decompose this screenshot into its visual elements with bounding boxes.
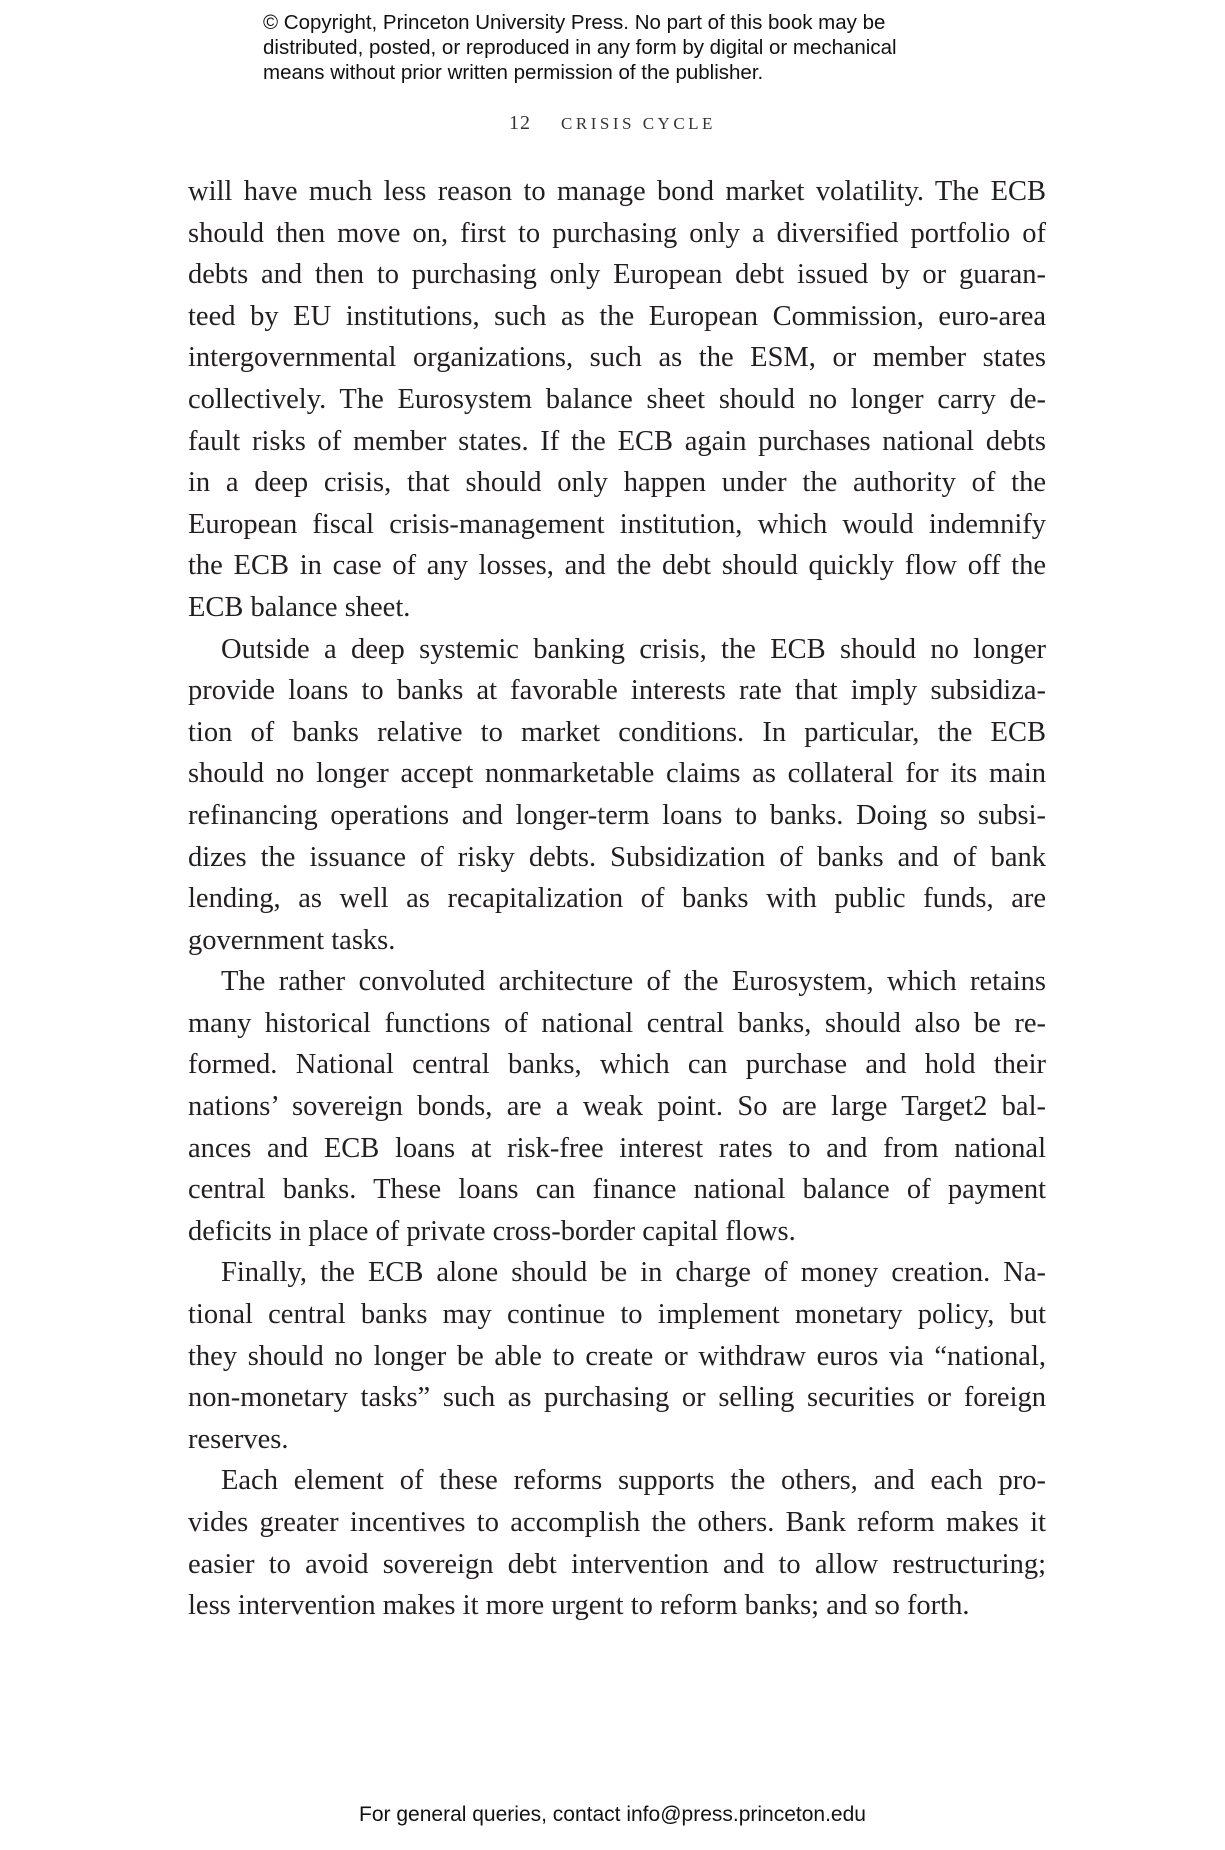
text-line: Each element of these reforms supports the others, and each pro- xyxy=(221,1465,1046,1497)
text-line: many historical functions of national central banks, should also be re- xyxy=(188,1007,1046,1039)
paragraph xyxy=(188,629,1046,962)
footer-contact: For general queries, contact info@press.princeton.edu xyxy=(359,1803,866,1826)
text-line: central banks. These loans can finance national balance of payment xyxy=(188,1174,1046,1206)
text-line: vides greater incentives to accomplish the others. Bank reform makes it xyxy=(188,1507,1046,1538)
text-line: should then move on, first to purchasing only a diversified portfolio of xyxy=(188,217,1046,249)
text-line: European fiscal crisis-management institution, which would indemnify xyxy=(188,508,1046,540)
text-line: reserves. xyxy=(188,1423,289,1455)
copyright-line: © Copyright, Princeton University Press. No part of this book may be xyxy=(263,11,886,34)
text-line: formed. National central banks, which can purchase and hold their xyxy=(188,1049,1046,1081)
text-line: less intervention makes it more urgent to reform banks; and so forth. xyxy=(188,1590,970,1622)
text-line: tional central banks may continue to implement monetary policy, but xyxy=(188,1299,1046,1331)
text-line: debts and then to purchasing only European debt issued by or guaran- xyxy=(188,259,1046,291)
text-line: collectively. The Eurosystem balance sheet should no longer carry de- xyxy=(188,383,1046,415)
text-line: tion of banks relative to market conditions. In particular, the ECB xyxy=(188,716,1046,748)
text-line: provide loans to banks at favorable interests rate that imply subsidiza- xyxy=(188,675,1046,707)
text-line: ECB balance sheet. xyxy=(188,591,411,623)
paragraph xyxy=(188,171,1046,629)
text-line: in a deep crisis, that should only happen under the authority of the xyxy=(188,467,1046,499)
text-line: The rather convoluted architecture of the Eurosystem, which retains xyxy=(221,966,1046,998)
copyright-line: distributed, posted, or reproduced in any form by digital or mechanical xyxy=(263,36,897,59)
text-line: teed by EU institutions, such as the European Commission, euro-area xyxy=(188,300,1046,332)
text-line: deficits in place of private cross-border capital flows. xyxy=(188,1215,796,1247)
page-number: 12 xyxy=(509,112,532,134)
text-line: dizes the issuance of risky debts. Subsidization of banks and of bank xyxy=(188,841,1046,873)
text-line: refinancing operations and longer-term loans to banks. Doing so subsi- xyxy=(188,799,1046,831)
text-line: ances and ECB loans at risk-free interest rates to and from national xyxy=(188,1132,1046,1164)
text-line: Outside a deep systemic banking crisis, the ECB should no longer xyxy=(221,633,1046,665)
text-line: should no longer accept nonmarketable claims as collateral for its main xyxy=(188,758,1046,790)
text-line: fault risks of member states. If the ECB again purchases national debts xyxy=(188,425,1046,457)
paragraph xyxy=(188,961,1046,1252)
text-line: will have much less reason to manage bond market volatility. The ECB xyxy=(188,176,1046,207)
text-line: nations’ sovereign bonds, are a weak point. So are large Target2 bal- xyxy=(188,1091,1046,1123)
copyright-notice xyxy=(263,10,1023,85)
paragraph xyxy=(188,1460,1046,1626)
text-line: non-monetary tasks” such as purchasing or selling securities or foreign xyxy=(188,1382,1046,1414)
copyright-line: means without prior written permission of the publisher. xyxy=(263,61,764,84)
text-line: the ECB in case of any losses, and the debt should quickly flow off the xyxy=(188,550,1046,582)
text-line: easier to avoid sovereign debt intervention and to allow restructuring; xyxy=(188,1548,1046,1580)
chapter-title: CRISIS CYCLE xyxy=(561,114,716,133)
text-line: intergovernmental organizations, such as the ESM, or member states xyxy=(188,342,1046,374)
text-line: lending, as well as recapitalization of banks with public funds, are xyxy=(188,883,1046,915)
text-line: Finally, the ECB alone should be in charge of money creation. Na- xyxy=(221,1257,1046,1289)
text-line: government tasks. xyxy=(188,924,396,956)
running-head xyxy=(0,112,1225,135)
paragraph xyxy=(188,1252,1046,1460)
text-line: they should no longer be able to create or withdraw euros via “national, xyxy=(188,1340,1046,1372)
body-text xyxy=(188,171,1046,1627)
